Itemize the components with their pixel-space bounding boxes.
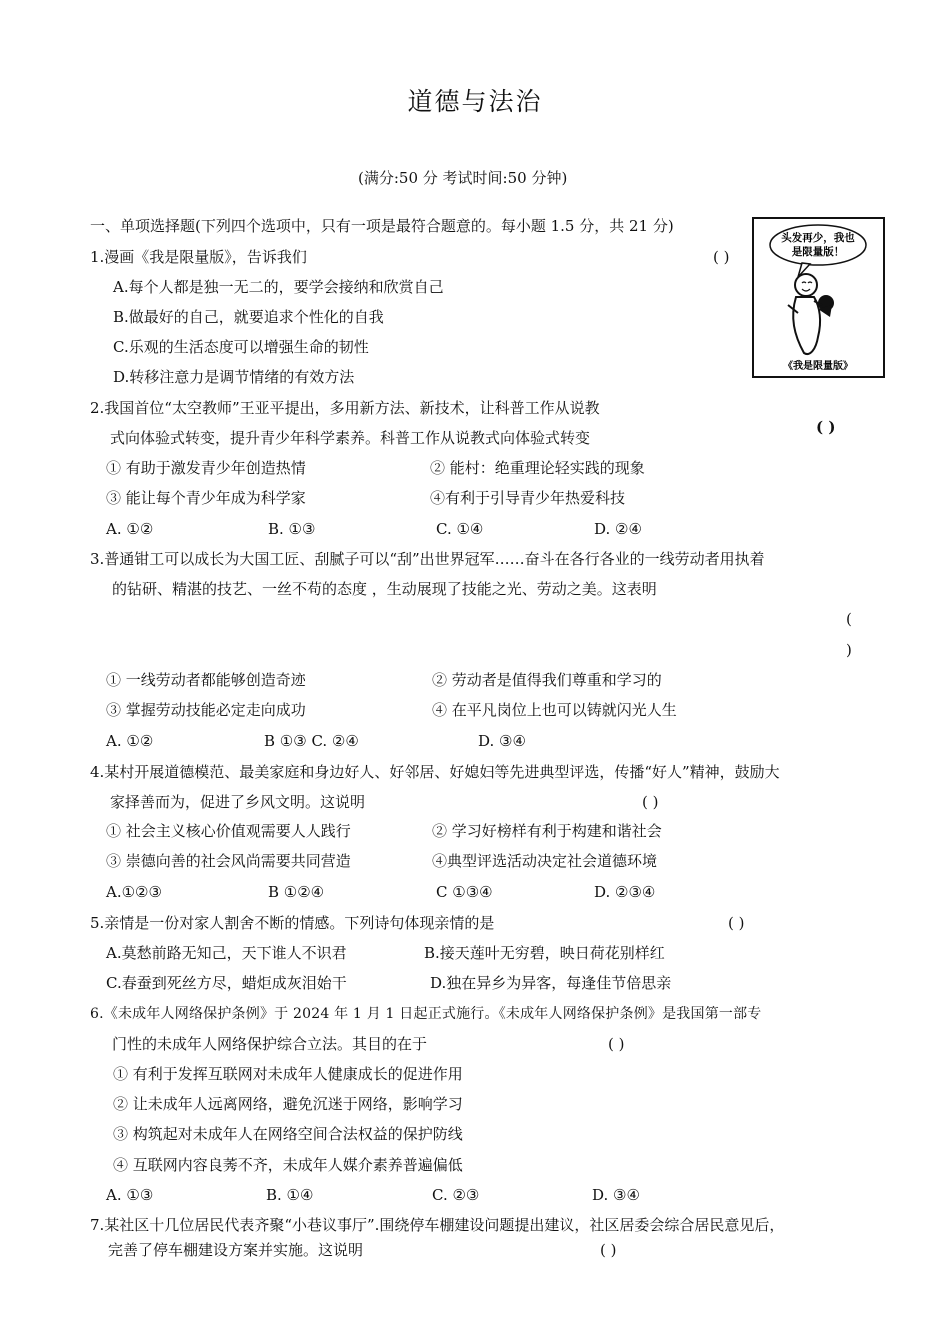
q3-stem-line2: 的钻研、精湛的技艺、一丝不苟的态度 ，生动展现了技能之光、劳动之美。这表明: [112, 580, 657, 598]
q2-statement-1: ① 有助于激发青少年创造热情: [106, 459, 306, 477]
q2-statement-3: ③ 能让每个青少年成为科学家: [106, 489, 306, 507]
cartoon-caption: 《我是限量版》: [783, 361, 853, 372]
q5-option-b: B.接天莲叶无穷碧，映日荷花别样红: [424, 944, 665, 962]
q4-stem-line1: 4.某村开展道德模范、最美家庭和身边好人、好邻居、好媳妇等先进典型评选，传播“好人”精神，鼓励大: [90, 763, 780, 781]
q5-stem: 5.亲情是一份对家人割舍不断的情感。下列诗句体现亲情的是: [90, 914, 495, 932]
q3-option-d: D. ③④: [478, 732, 526, 750]
q6-stem-line1: 6.《未成年人网络保护条例》于 2024 年 1 月 1 日起正式施行。《未成年人网络保护条例》是我国第一部专: [90, 1006, 762, 1022]
q4-option-a: A.①②③: [106, 883, 162, 901]
q3-option-b-c: B ①③ C. ②④: [264, 732, 359, 750]
q6-answer-blank: ( ): [608, 1035, 625, 1053]
q3-statement-4: ④ 在平凡岗位上也可以铸就闪光人生: [432, 701, 677, 719]
q2-option-b: B. ①③: [268, 520, 316, 538]
q2-statement-2: ② 能村：绝重理论轻实践的现象: [430, 459, 645, 477]
q4-statement-4: ④典型评选活动决定社会道德环境: [432, 852, 658, 870]
q6-statement-3: ③ 构筑起对未成年人在网络空间合法权益的保护防线: [113, 1125, 463, 1143]
q3-statement-3: ③ 掌握劳动技能必定走向成功: [106, 701, 306, 719]
speech-line-2: 是限量版！: [791, 246, 845, 258]
page-title: 道德与法治: [407, 87, 543, 116]
q1-option-d: D.转移注意力是调节情绪的有效方法: [113, 368, 355, 386]
q4-statement-1: ① 社会主义核心价值观需要人人践行: [106, 822, 351, 840]
q3-answer-blank-close: ): [846, 641, 852, 659]
q5-option-a: A.莫愁前路无知己，天下谁人不识君: [106, 944, 347, 962]
q1-answer-blank: ( ): [713, 248, 730, 266]
q3-statement-2: ② 劳动者是值得我们尊重和学习的: [432, 671, 662, 689]
q1-option-b: B.做最好的自己，就要追求个性化的自我: [113, 308, 384, 326]
q5-option-d: D.独在异乡为异客，每逢佳节倍思亲: [430, 974, 672, 992]
q1-option-c: C.乐观的生活态度可以增强生命的韧性: [113, 338, 369, 356]
q2-statement-4: ④有利于引导青少年热爱科技: [430, 489, 626, 507]
q4-option-d: D. ②③④: [594, 883, 656, 901]
q3-statement-1: ① 一线劳动者都能够创造奇迹: [106, 671, 306, 689]
q4-statement-2: ② 学习好榜样有利于构建和谐社会: [432, 822, 662, 840]
q4-statement-3: ③ 崇德向善的社会风尚需要共同营造: [106, 852, 351, 870]
q7-stem-line1: 7.某社区十几位居民代表齐聚“小巷议事厅”.围绕停车棚建设问题提出建议，社区居委会综合居民意见后，: [90, 1216, 785, 1234]
q7-answer-blank: ( ): [600, 1241, 617, 1259]
q3-stem-line1: 3.普通钳工可以成长为大国工匠、刮腻子可以“刮”出世界冠军……奋斗在各行各业的一线劳动者用执着: [90, 550, 765, 568]
speech-line-1: 头发再少，我也: [781, 232, 855, 244]
q6-statement-1: ① 有利于发挥互联网对未成年人健康成长的促进作用: [113, 1065, 463, 1083]
q2-stem-line1: 2.我国首位“太空教师”王亚平提出，多用新方法、新技术，让科普工作从说教: [90, 399, 600, 417]
q5-option-c: C.春蚕到死丝方尽，蜡炬成灰泪始干: [106, 974, 347, 992]
q4-answer-blank: ( ): [642, 793, 659, 811]
q6-option-b: B. ①④: [266, 1186, 314, 1204]
q4-option-c: C ①③④: [436, 883, 493, 901]
q6-statement-2: ② 让未成年人远离网络，避免沉迷于网络，影响学习: [113, 1095, 463, 1113]
q5-answer-blank: ( ): [728, 914, 745, 932]
q3-option-a: A. ①②: [106, 732, 154, 750]
q1-option-a: A.每个人都是独一无二的，要学会接纳和欣赏自己: [113, 278, 444, 296]
q2-option-d: D. ②④: [594, 520, 642, 538]
q2-answer-blank: ( ): [816, 418, 836, 436]
q6-option-a: A. ①③: [106, 1186, 154, 1204]
q2-stem-line2: 式向体验式转变，提升青少年科学素养。科普工作从说教式向体验式转变: [110, 429, 591, 447]
q2-option-a: A. ①②: [106, 520, 154, 538]
q6-option-d: D. ③④: [592, 1186, 640, 1204]
q4-stem-line2: 家择善而为，促进了乡风文明。这说明: [110, 793, 366, 811]
q6-stem-line2: 门性的未成年人网络保护综合立法。其目的在于: [112, 1035, 428, 1053]
q6-statement-4: ④ 互联网内容良莠不齐，未成年人媒介素养普遍偏低: [113, 1156, 463, 1174]
q1-stem: 1.漫画《我是限量版》，告诉我们: [90, 248, 307, 266]
q7-stem-line2: 完善了停车棚建设方案并实施。这说明: [108, 1241, 364, 1259]
q2-option-c: C. ①④: [436, 520, 484, 538]
section-heading: 一、单项选择题(下列四个选项中，只有一项是最符合题意的。每小题 1.5 分，共 21 分): [90, 217, 674, 235]
q6-option-c: C. ②③: [432, 1186, 480, 1204]
exam-info: (满分:50 分 考试时间:50 分钟): [358, 169, 568, 187]
q3-answer-blank-open: (: [846, 610, 852, 628]
cartoon-illustration: [752, 217, 885, 380]
q4-option-b: B ①②④: [268, 883, 325, 901]
